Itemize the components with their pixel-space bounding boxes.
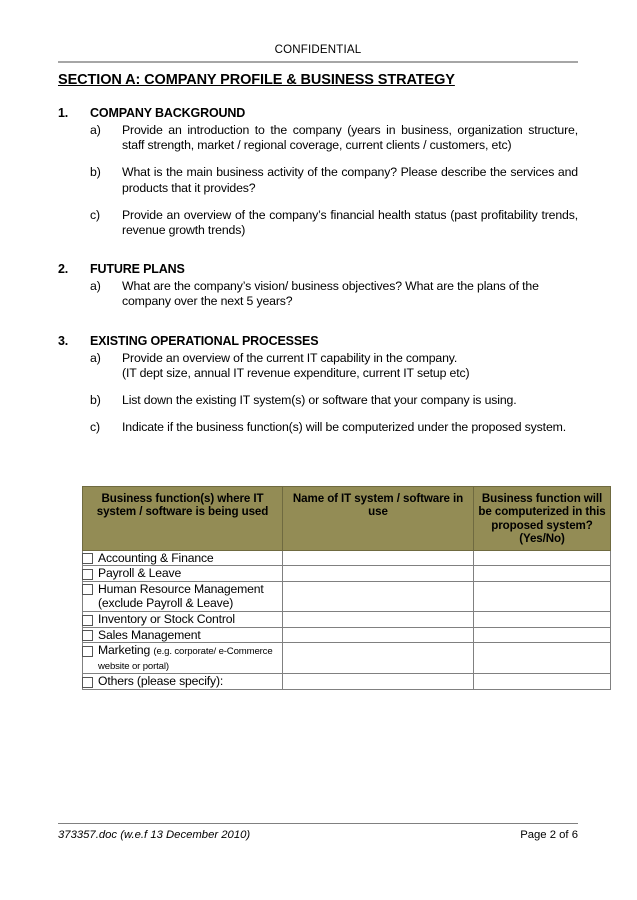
row-6-system-cell[interactable] [283,643,474,674]
checkbox-icon[interactable] [82,569,93,580]
row-1-system-cell[interactable] [283,550,474,566]
block-3-item-c-text: Indicate if the business function(s) will be computerized under the proposed system. [122,420,566,435]
spacer-2 [58,312,578,334]
block-3-item-a-marker: a) [90,350,101,365]
numbered-block-3 [58,334,578,436]
row-3-computerized-cell[interactable] [474,581,611,611]
table-body [83,550,611,689]
table-row [83,612,611,628]
checkbox-icon[interactable] [82,630,93,641]
column-header-business-function: Business function(s) where IT system / software is being used [83,487,283,551]
row-7-function-label: Others (please specify): [98,674,224,689]
table-row [83,566,611,582]
block-1-heading [58,106,578,120]
table-header-row [83,487,611,551]
block-2-number: 2. [58,262,69,277]
business-function-table [82,486,611,690]
row-4-function-cell[interactable] [83,612,283,628]
row-1-computerized-cell[interactable] [474,550,611,566]
block-2-item-a [58,279,578,309]
block-3-item-b [58,393,578,408]
confidential-header: CONFIDENTIAL [274,44,362,56]
row-3-system-cell[interactable] [283,581,474,611]
block-3-heading [58,334,578,348]
block-1-item-b-marker: b) [90,165,101,180]
block-3-item-a [58,351,578,381]
block-1-heading-text: COMPANY BACKGROUND [90,106,246,120]
block-3-item-b-text: List down the existing IT system(s) or software that your company is using. [122,393,517,408]
row-4-computerized-cell[interactable] [474,612,611,628]
column-header-system-name: Name of IT system / software in use [283,487,474,551]
row-6-computerized-cell[interactable] [474,643,611,674]
block-3-item-c-marker: c) [90,420,100,435]
row-5-system-cell[interactable] [283,627,474,643]
footer-filename: 373357.doc (w.e.f 13 December 2010) [58,829,251,841]
table-row [83,581,611,611]
row-2-function-cell[interactable] [83,566,283,582]
row-5-function-cell[interactable] [83,627,283,643]
row-6-function-label-main: Marketing [98,643,154,658]
row-2-system-cell[interactable] [283,566,474,582]
row-3-function-cell[interactable] [83,581,283,611]
block-3-item-a-text-line2: (IT dept size, annual IT revenue expenditure, current IT setup etc) [122,365,470,380]
checkbox-icon[interactable] [82,553,93,564]
document-footer [58,829,578,841]
row-6-function-label [98,643,282,673]
row-1-function-label: Accounting & Finance [98,550,214,565]
block-1-item-b-text: What is the main business activity of the company? Please describe the services and products that it provides? [122,165,578,195]
block-1-item-b [58,165,578,195]
column-header-computerized: Business function will be computerized in this proposed system? (Yes/No) [474,487,611,551]
block-2-heading [58,262,578,276]
business-function-table-wrapper [82,486,606,690]
row-6-function-label-note: (e.g. corporate/ e-Commerce website or portal) [98,646,273,673]
block-2-heading-text: FUTURE PLANS [90,262,185,277]
block-1-item-a [58,123,578,153]
row-6-function-cell[interactable] [83,643,283,674]
block-1-number: 1. [58,106,69,120]
block-1-item-c-marker: c) [90,207,100,222]
table-row [83,643,611,674]
block-3-item-c [58,420,578,435]
footer-divider [58,823,578,824]
row-4-function-label: Inventory or Stock Control [98,612,235,626]
table-head [83,487,611,551]
block-1-item-c-text: Provide an overview of the company’s financial health status (past profitability trends, revenue growth trends) [122,207,578,238]
block-2-item-a-marker: a) [90,279,101,294]
block-3-number: 3. [58,333,69,348]
checkbox-icon[interactable] [82,584,93,595]
row-1-function-cell[interactable] [83,550,283,566]
row-5-computerized-cell[interactable] [474,627,611,643]
block-3-heading-text: EXISTING OPERATIONAL PROCESSES [90,333,319,348]
row-4-system-cell[interactable] [283,612,474,628]
table-row [83,550,611,566]
row-5-function-label: Sales Management [98,627,201,642]
document-content [58,72,578,437]
numbered-block-1 [58,106,578,238]
block-1-item-a-marker: a) [90,123,101,137]
table-row [83,627,611,643]
checkbox-icon[interactable] [82,677,93,688]
header-divider [58,61,578,63]
block-3-item-b-marker: b) [90,393,101,408]
row-7-system-cell[interactable] [283,674,474,690]
checkbox-icon[interactable] [82,615,93,626]
footer-page-number: Page 2 of 6 [520,829,578,841]
page-title: SECTION A: COMPANY PROFILE & BUSINESS STRATEGY [58,72,455,88]
numbered-block-2 [58,262,578,309]
block-1-item-a-text: Provide an introduction to the company (years in business, organization structure, staff strength, market / regional coverage, current clients / customers, etc) [122,123,578,153]
spacer-1 [58,240,578,262]
checkbox-icon[interactable] [82,646,93,657]
block-1-item-c [58,208,578,238]
block-2-item-a-text: What are the company’s vision/ business objectives? What are the plans of the company over the next 5 years? [122,279,539,309]
row-7-function-cell[interactable] [83,674,283,690]
block-3-item-a-text: Provide an overview of the current IT capability in the company. [122,350,458,365]
row-3-function-label: Human Resource Management (exclude Payroll & Leave) [98,581,264,611]
row-2-function-label: Payroll & Leave [98,566,182,581]
table-row [83,674,611,690]
row-2-computerized-cell[interactable] [474,566,611,582]
row-7-computerized-cell[interactable] [474,674,611,690]
